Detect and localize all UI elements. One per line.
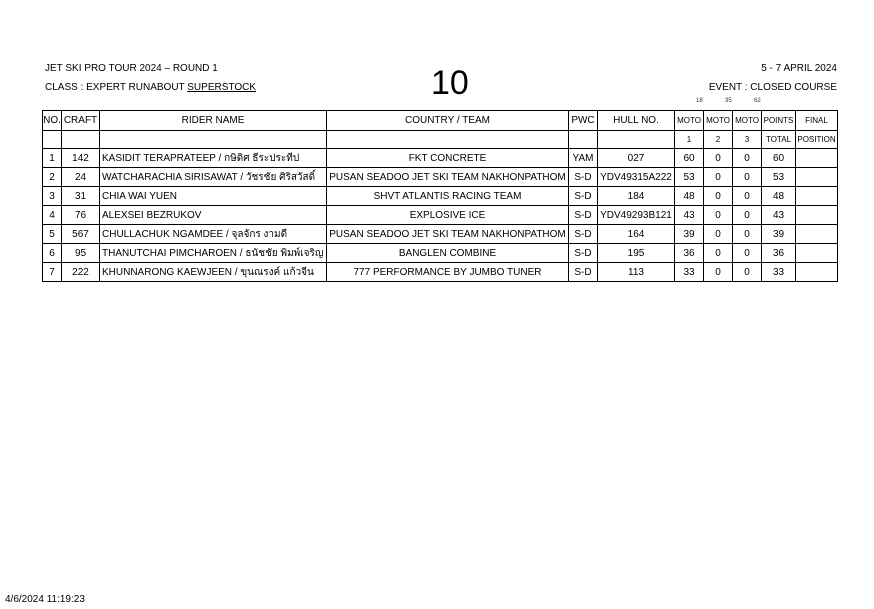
cell-hull: 113: [598, 263, 675, 282]
cell-hull: 164: [598, 225, 675, 244]
col-moto2: MOTO: [704, 111, 733, 131]
cell-m3: 0: [733, 187, 762, 206]
table-row: [43, 168, 838, 187]
cell-craft: 95: [62, 244, 100, 263]
cell-m2: 0: [704, 225, 733, 244]
col-final: FINAL: [796, 111, 838, 131]
cell-m2: 0: [704, 263, 733, 282]
cell-final: [796, 225, 838, 244]
cell-rider: ALEXSEI BEZRUKOV: [100, 206, 327, 225]
cell-rider: CHIA WAI YUEN: [100, 187, 327, 206]
table-row: [43, 187, 838, 206]
cell-rider: CHULLACHUK NGAMDEE / จุลจักร งามดี: [100, 225, 327, 244]
cell-pwc: S-D: [569, 225, 598, 244]
cell-total: 33: [762, 263, 796, 282]
cell-m3: 0: [733, 149, 762, 168]
cell-m1: 48: [675, 187, 704, 206]
cell-no: 2: [43, 168, 62, 187]
cell-m2: 0: [704, 206, 733, 225]
cell-team: SHVT ATLANTIS RACING TEAM: [327, 187, 569, 206]
cell-no: 7: [43, 263, 62, 282]
cell-m1: 53: [675, 168, 704, 187]
cell-m2: 0: [704, 149, 733, 168]
cell-pwc: S-D: [569, 187, 598, 206]
class-name: SUPERSTOCK: [187, 82, 256, 93]
cell-final: [796, 168, 838, 187]
cell-m1: 43: [675, 206, 704, 225]
cell-total: 43: [762, 206, 796, 225]
sub-craft: [62, 131, 100, 149]
cell-hull: 195: [598, 244, 675, 263]
cell-final: [796, 263, 838, 282]
cell-no: 1: [43, 149, 62, 168]
cell-craft: 567: [62, 225, 100, 244]
cell-total: 60: [762, 149, 796, 168]
cell-m1: 33: [675, 263, 704, 282]
col-craft: CRAFT: [62, 111, 100, 131]
cell-no: 4: [43, 206, 62, 225]
cell-craft: 142: [62, 149, 100, 168]
cell-m1: 36: [675, 244, 704, 263]
sub-pwc: [569, 131, 598, 149]
cell-no: 3: [43, 187, 62, 206]
cell-total: 39: [762, 225, 796, 244]
table-row: [43, 263, 838, 282]
subheader-row: [43, 131, 838, 149]
cell-final: [796, 187, 838, 206]
cell-craft: 76: [62, 206, 100, 225]
cell-total: 36: [762, 244, 796, 263]
cell-craft: 31: [62, 187, 100, 206]
cell-team: 777 PERFORMANCE BY JUMBO TUNER: [327, 263, 569, 282]
results-table: [42, 110, 838, 282]
cell-no: 5: [43, 225, 62, 244]
sub-total: TOTAL: [762, 131, 796, 149]
sub-moto3: 3: [733, 131, 762, 149]
cell-pwc: YAM: [569, 149, 598, 168]
sub-rider: [100, 131, 327, 149]
cell-team: PUSAN SEADOO JET SKI TEAM NAKHONPATHOM: [327, 225, 569, 244]
cell-rider: THANUTCHAI PIMCHAROEN / ธนัชชัย พิมพ์เจริญ: [100, 244, 327, 263]
sub-position: POSITION: [796, 131, 838, 149]
sub-hull: [598, 131, 675, 149]
cell-rider: KASIDIT TERAPRATEEP / กษิดิศ ธีระประทีป: [100, 149, 327, 168]
cell-final: [796, 206, 838, 225]
cell-final: [796, 244, 838, 263]
cell-m2: 0: [704, 244, 733, 263]
col-country: COUNTRY / TEAM: [327, 111, 569, 131]
cell-rider: WATCHARACHIA SIRISAWAT / วัชรชัย ศิริสวัสดิ์: [100, 168, 327, 187]
cell-no: 6: [43, 244, 62, 263]
cell-hull: YDV49315A222: [598, 168, 675, 187]
cell-team: BANGLEN COMBINE: [327, 244, 569, 263]
cell-pwc: S-D: [569, 206, 598, 225]
cell-m2: 0: [704, 168, 733, 187]
cell-hull: 184: [598, 187, 675, 206]
col-points: POINTS: [762, 111, 796, 131]
table-row: [43, 225, 838, 244]
col-no: NO.: [43, 111, 62, 131]
cell-m1: 60: [675, 149, 704, 168]
class-prefix: CLASS : EXPERT RUNABOUT: [45, 82, 188, 93]
print-timestamp: 4/6/2024 11:19:23: [5, 594, 85, 605]
event-type: EVENT : CLOSED COURSE: [708, 82, 837, 93]
cell-team: FKT CONCRETE: [327, 149, 569, 168]
cell-m3: 0: [733, 206, 762, 225]
cell-hull: YDV49293B121: [598, 206, 675, 225]
moto1-marker: 18: [696, 98, 703, 104]
event-date: 5 - 7 APRIL 2024: [761, 63, 837, 74]
cell-team: PUSAN SEADOO JET SKI TEAM NAKHONPATHOM: [327, 168, 569, 187]
table-row: [43, 149, 838, 168]
cell-m3: 0: [733, 225, 762, 244]
col-pwc: PWC: [569, 111, 598, 131]
cell-m3: 0: [733, 263, 762, 282]
sub-moto1: 1: [675, 131, 704, 149]
moto3-marker: 62: [754, 98, 761, 104]
col-rider: RIDER NAME: [100, 111, 327, 131]
cell-rider: KHUNNARONG KAEWJEEN / ขุนณรงค์ แก้วจีน: [100, 263, 327, 282]
sub-no: [43, 131, 62, 149]
cell-team: EXPLOSIVE ICE: [327, 206, 569, 225]
cell-total: 53: [762, 168, 796, 187]
col-moto3: MOTO: [733, 111, 762, 131]
cell-final: [796, 149, 838, 168]
cell-m3: 0: [733, 168, 762, 187]
cell-m3: 0: [733, 244, 762, 263]
cell-m1: 39: [675, 225, 704, 244]
table-row: [43, 244, 838, 263]
moto2-marker: 35: [725, 98, 732, 104]
class-line: [45, 82, 256, 93]
cell-total: 48: [762, 187, 796, 206]
cell-pwc: S-D: [569, 244, 598, 263]
cell-m2: 0: [704, 187, 733, 206]
cell-craft: 24: [62, 168, 100, 187]
cell-hull: 027: [598, 149, 675, 168]
sub-country: [327, 131, 569, 149]
table-row: [43, 206, 838, 225]
cell-pwc: S-D: [569, 263, 598, 282]
header-row: [43, 111, 838, 131]
col-moto1: MOTO: [675, 111, 704, 131]
sub-moto2: 2: [704, 131, 733, 149]
col-hull: HULL NO.: [598, 111, 675, 131]
event-title: JET SKI PRO TOUR 2024 – ROUND 1: [45, 63, 218, 74]
cell-craft: 222: [62, 263, 100, 282]
cell-pwc: S-D: [569, 168, 598, 187]
race-number: 10: [431, 64, 469, 102]
